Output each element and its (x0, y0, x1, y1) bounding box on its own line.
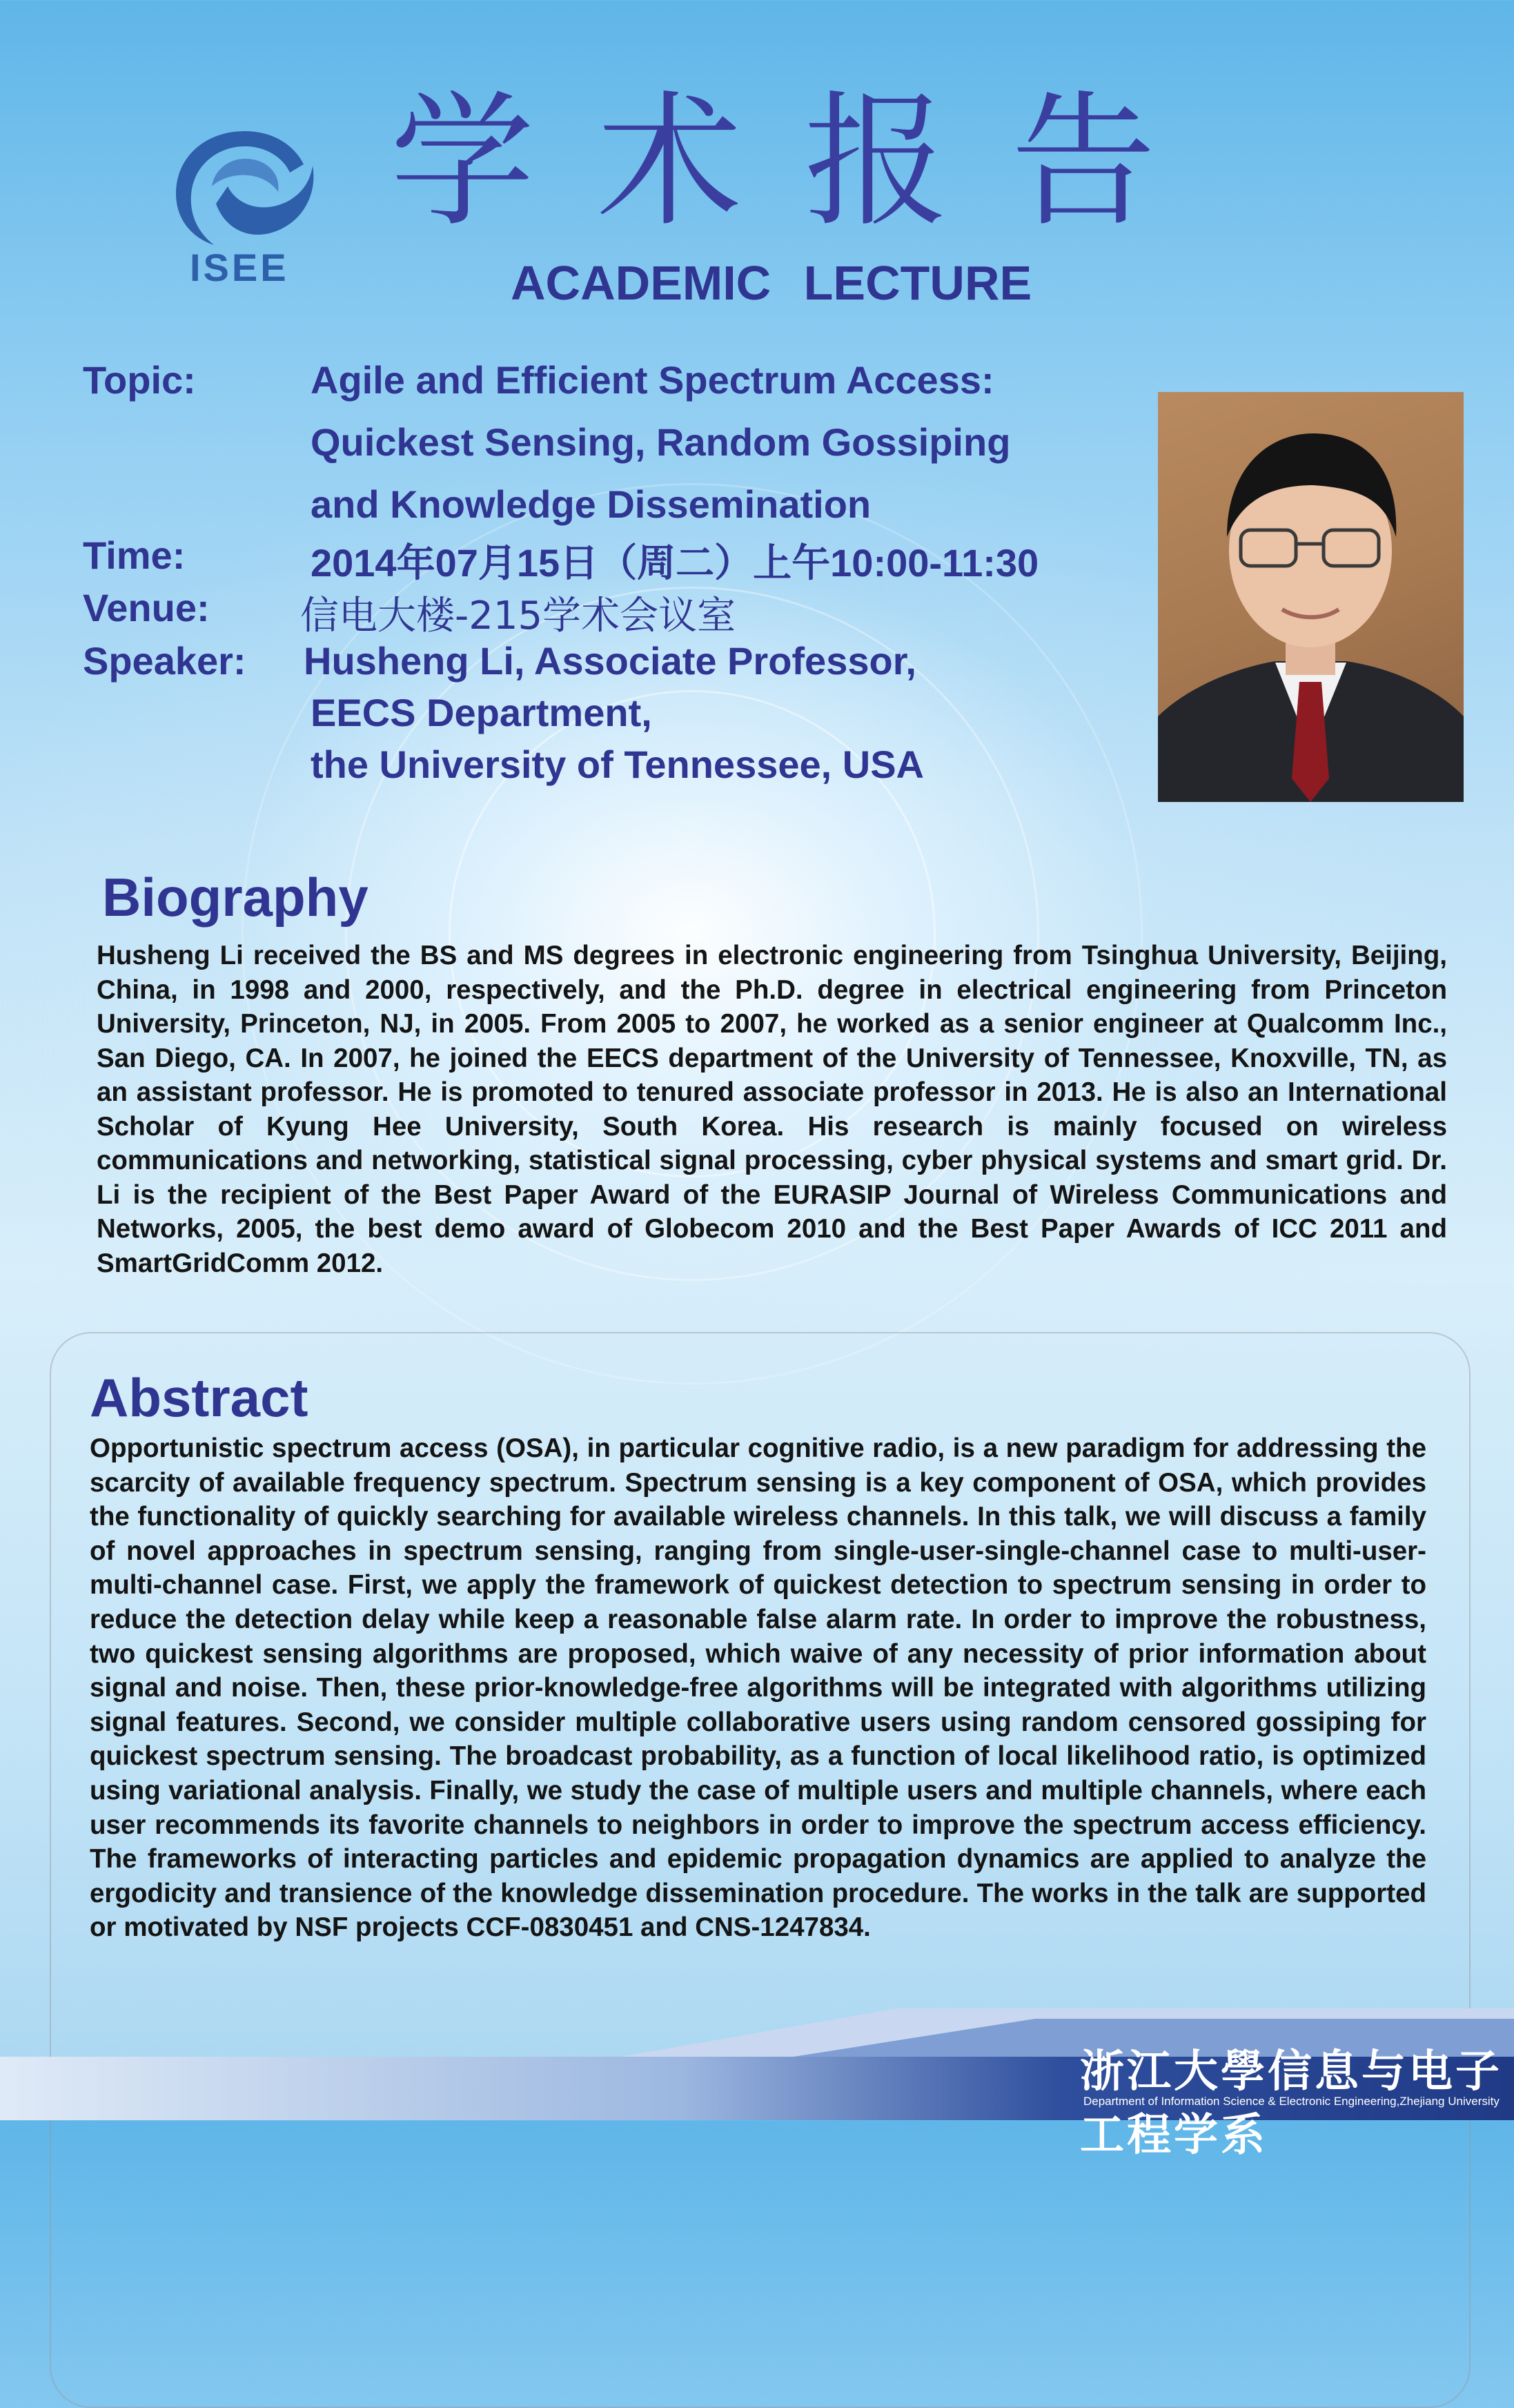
university-name-en: Department of Information Science & Electronic Engineering,Zhejiang University (1083, 2095, 1500, 2108)
speaker-photo (1158, 392, 1464, 802)
speaker-line-1: Husheng Li, Associate Professor, (304, 639, 916, 683)
venue-label: Venue: (83, 586, 210, 629)
topic-line-1: Agile and Efficient Spectrum Access: (311, 358, 994, 402)
topic-line-3: and Knowledge Dissemination (311, 482, 872, 526)
topic-line-2: Quickest Sensing, Random Gossiping (311, 420, 1011, 464)
biography-text: Husheng Li received the BS and MS degrees in electronic engineering from Tsinghua University, Beijing, China, in 1998 and 2000, respectively, and the Ph.D. degree in electrical engineering from Princeton University, Princeton, NJ, in 2005. From 2005 to 2007, he worked as a senior engineer at Qualcomm Inc., San Diego, CA. In 2007, he joined the EECS department of the University of Tennessee, Knoxville, TN, as an assistant professor. He is promoted to tenured associate professor in 2013. He is also an International Scholar of Kyung Hee University, South Korea. His research is mainly focused on wireless communications and networking, statistical signal processing, cyber physical systems and smart grid. Dr. Li is the recipient of the Best Paper Award of the EURASIP Journal of Wireless Communications and Networks, 2005, the best demo award of Globecom 2010 and the Best Paper Awards of ICC 2011 and SmartGridComm 2012. (97, 941, 1447, 1278)
page-title-en: ACADEMIC LECTURE (511, 256, 1032, 310)
speaker-label: Speaker: (83, 639, 246, 683)
speaker-line-2: EECS Department, (311, 691, 652, 734)
biography-heading: Biography (102, 867, 368, 928)
isee-logo-text: ISEE (190, 246, 289, 289)
venue-value: 信电大楼-215学术会议室 (300, 594, 736, 638)
topic-label: Topic: (83, 358, 196, 402)
page-title-cn: 学术报告 (390, 77, 1219, 246)
time-value: 2014年07月15日（周二）上午10:00-11:30 (311, 541, 1039, 585)
speaker-line-3: the University of Tennessee, USA (311, 743, 924, 786)
footer (0, 2008, 1514, 2161)
time-label: Time: (83, 534, 186, 577)
university-name-cn: 浙江大學信息与电子工程学系 (1080, 2046, 1502, 2161)
speaker-portrait-icon (1158, 392, 1464, 802)
abstract-heading: Abstract (90, 1367, 308, 1428)
abstract-text: Opportunistic spectrum access (OSA), in particular cognitive radio, is a new paradigm for addressing the scarcity of available frequency spectrum. Spectrum sensing is a key component of OSA, which provides the functionality of quickly searching for available wireless channels. In this talk, we will discuss a family of novel approaches in spectrum sensing, ranging from single-user-single-channel case to multi-user-multi-channel case. First, we apply the framework of quickest detection to spectrum sensing in order to reduce the detection delay while keep a reasonable false alarm rate. In order to improve the robustness, two quickest sensing algorithms are proposed, which waive of any necessity of prior information about signal and noise. Then, these prior-knowledge-free algorithms will be integrated with algorithms utilizing signal features. Second, we consider multiple collaborative users using random censored gossiping for quickest spectrum sensing. The broadcast probability, as a function of local likelihood ratio, is optimized using variational analysis. Finally, we study the case of multiple users and multiple channels, where each user recommends its favorite channels to neighbors in order to improve the spectrum access efficiency. The frameworks of interacting particles and epidemic propagation dynamics are applied to analyze the ergodicity and transience of the knowledge dissemination procedure. The works in the talk are supported or motivated by NSF projects CCF-0830451 and CNS-1247834. (90, 1433, 1426, 1943)
